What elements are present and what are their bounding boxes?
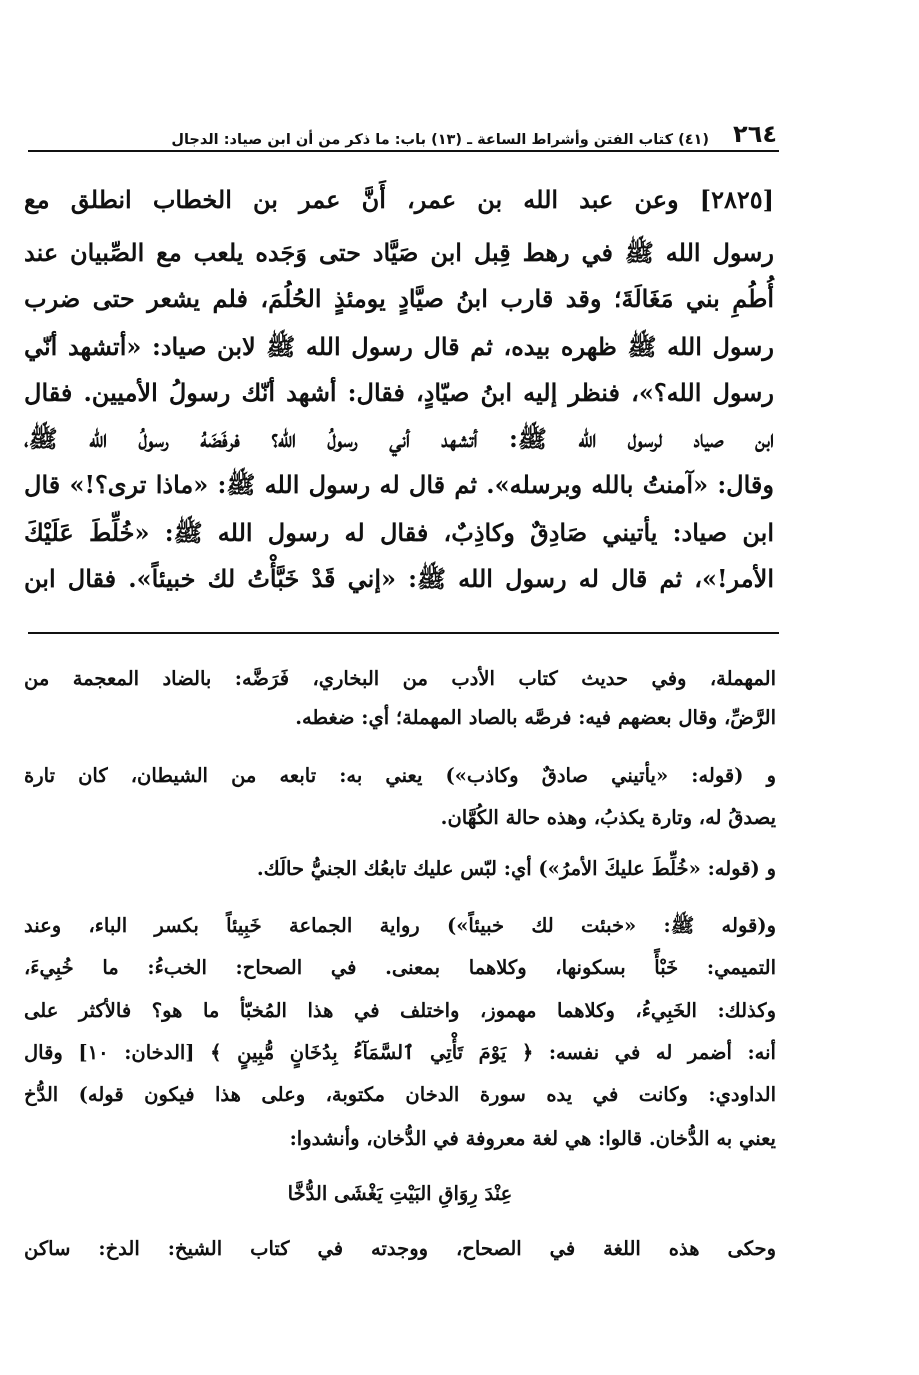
note-line: يصدقُ له، وتارة يكذبُ، وهذه حالة الكُهَّان. — [440, 806, 776, 829]
text-line: [٢٨٢٥] وعن عبد الله بن عمر، أَنَّ عمر بن الخطاب انطلق مع — [24, 185, 774, 214]
note-line: الداودي: وكانت في يده سورة الدخان مكتوبة، وعلى هذا فيكون قوله) الدُّخ — [24, 1083, 776, 1106]
commentary-rule — [28, 632, 779, 634]
note-line: أنه: أضمر له في نفسه: ﴿ يَوْمَ تَأْتِي ٱلسَّمَآءُ بِدُخَانٍ مُّبِينٍ ﴾ [الدخان: ١٠] وقال — [24, 1041, 776, 1064]
page-number: ٢٦٤ — [733, 120, 777, 148]
text-line: أُطُمِ بني مَغَالَةَ؛ وقد قارب ابنُ صيَّادٍ يومئذٍ الحُلُمَ، فلم يشعر حتى ضرب — [24, 284, 774, 313]
text-line: وقال: «آمنتُ بالله وبرسله». ثم قال له رسول الله ﷺ: «ماذا ترى؟!» قال — [24, 470, 774, 499]
note-line: وحكى هذه اللغة في الصحاح، ووجدته في كتاب الشيخ: الدخ: ساكن — [24, 1237, 776, 1260]
note-line: وكذلك: الخَبِيءُ، وكلاهما مهموز، واختلف في هذا المُخبّأ ما هو؟ فالأكثر على — [24, 999, 776, 1022]
header-rule — [28, 150, 779, 152]
note-line: يعني به الدُّخان. قالوا: هي لغة معروفة في الدُّخان، وأنشدوا: — [289, 1127, 776, 1150]
note-line: المهملة، وفي حديث كتاب الأدب من البخاري، فَرَضَّه: بالضاد المعجمة من — [24, 667, 776, 690]
text-line: ابن صياد: يأتيني صَادِقٌ وكاذِبٌ، فقال له رسول الله ﷺ: «خُلِّطَ عَلَيْكَ — [24, 518, 774, 547]
text-line: الأمر!»، ثم قال له رسول الله ﷺ: «إني قَدْ خَبَّأْتُ لك خبيئاً». فقال ابن — [24, 564, 774, 593]
text-line: رسول الله ﷺ في رهط قِبل ابن صَيَّاد حتى وَجَده يلعب مع الصِّبيان عند — [24, 238, 774, 267]
page-header — [30, 112, 777, 148]
text-line: ابن صياد لرسول الله ﷺ: أتشهد أني رسولُ الله؟ فرفَضَهُ رسولُ الله ﷺ، — [24, 424, 774, 453]
note-line: و (قوله: «خُلِّطَ عليكَ الأمرُ») أي: لبّس عليك تابعُك الجنيُّ حالَك. — [256, 857, 776, 880]
running-title: (٤١) كتاب الفتن وأشراط الساعة ـ (١٣) باب: ما ذكر من أن ابن صياد: الدجال — [171, 132, 710, 148]
note-line: التميمي: خَبْأً بسكونها، وكلاهما بمعنى. في الصحاح: الخبءُ: ما خُبِيءَ، — [24, 956, 776, 979]
note-line: و(قوله ﷺ: «خبئت لك خبيئاً») رواية الجماعة خَبِيئاً بكسر الباء، وعند — [24, 914, 776, 937]
verse-line: عِنْدَ رِوَاقِ البَيْتِ يَغْشَى الدُّخَّا — [287, 1182, 513, 1205]
text-line: رسول الله؟»، فنظر إليه ابنُ صيّادٍ، فقال: أشهد أنّك رسولُ الأميين. فقال — [24, 378, 774, 407]
note-line: الرَّضِّ، وقال بعضهم فيه: فرصَّه بالصاد المهملة؛ أي: ضغطه. — [295, 706, 776, 729]
text-line: رسول الله ﷺ ظهره بيده، ثم قال رسول الله ﷺ لابن صياد: «أتشهد أنّي — [24, 332, 775, 361]
note-line: و (قوله: «يأتيني صادقٌ وكاذب») يعني به: تابعه من الشيطان، كان تارة — [24, 764, 776, 787]
